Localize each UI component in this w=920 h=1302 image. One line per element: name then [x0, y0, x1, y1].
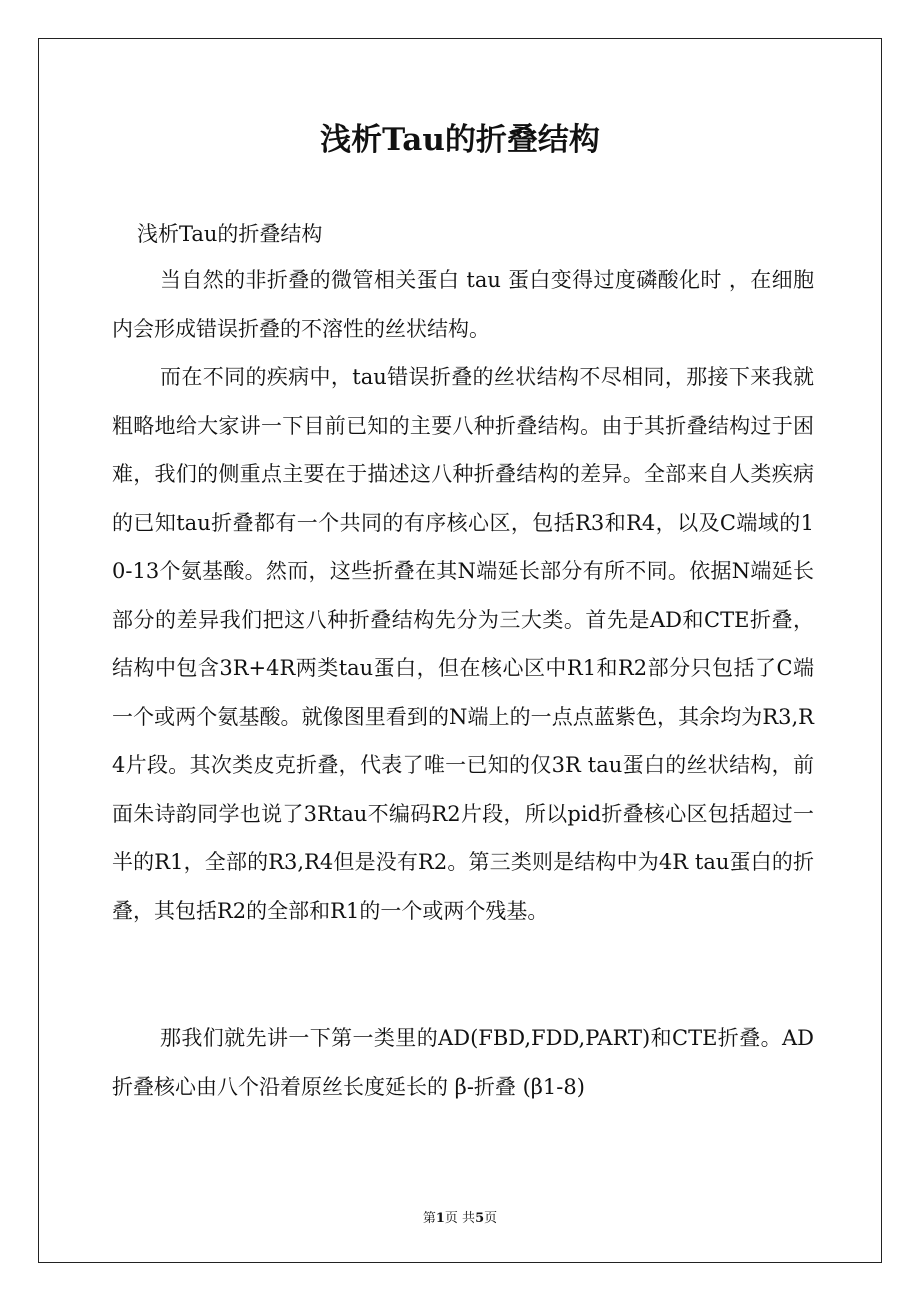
document-title: 浅析Tau的折叠结构 — [320, 122, 600, 158]
paragraph-2: 而在不同的疾病中，tau错误折叠的丝状结构不尽相同，那接下来我就粗略地给大家讲一下目前已知的主要八种折叠结构。由于其折叠结构过于困难，我们的侧重点主要在于描述这八种折叠结构的差异。全部来自人类疾病的已知tau折叠都有一个共同的有序核心区，包括R3和R4，以及C端域的10-13个氨基酸。然而，这些折叠在其N端延长部分有所不同。依据N端延长部分的差异我们把这八种折叠结构先分为三大类。首先是AD和CTE折叠，结构中包含3R+4R两类tau蛋白，但在核心区中R1和R2部分只包括了C端一个或两个氨基酸。就像图里看到的N端上的一点点蓝紫色，其余均为R3,R4片段。其次类皮克折叠，代表了唯一已知的仅3R tau蛋白的丝状结构，前面朱诗韵同学也说了3Rtau不编码R2片段，所以pid折叠核心区包括超过一半的R1，全部的R3,R4但是没有R2。第三类则是结构中为4R tau蛋白的折叠，其包括R2的全部和R1的一个或两个残基。 — [112, 365, 814, 923]
paragraph-1: 当自然的非折叠的微管相关蛋白 tau 蛋白变得过度磷酸化时 ，在细胞内会形成错误折叠的不溶性的丝状结构。 — [112, 268, 814, 341]
footer-middle: 页 共 — [444, 1211, 476, 1226]
document-subtitle: 浅析Tau的折叠结构 — [137, 222, 323, 246]
current-page-number: 1 — [435, 1211, 445, 1226]
paragraph-3: 那我们就先讲一下第一类里的AD(FBD,FDD,PART)和CTE折叠。AD折叠核心由八个沿着原丝长度延长的 β-折叠 (β1-8) — [112, 1026, 814, 1099]
footer-prefix: 第 — [422, 1211, 436, 1226]
page-footer — [0, 1207, 920, 1226]
total-pages-number: 5 — [475, 1211, 485, 1226]
footer-suffix: 页 — [484, 1211, 498, 1226]
